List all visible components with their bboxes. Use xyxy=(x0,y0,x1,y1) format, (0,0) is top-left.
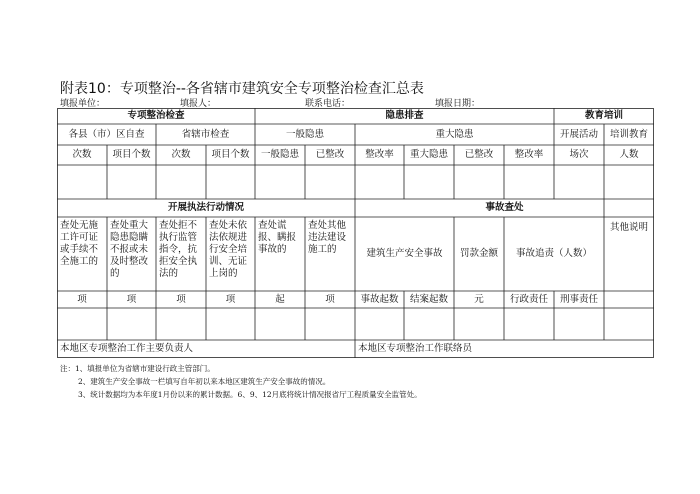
fill-person-label: 填报人： xyxy=(180,99,217,109)
enforcement-col-4: 查处未依法依规进行安全培训、无证上岗的 xyxy=(209,220,248,279)
unit-3: 项 xyxy=(176,293,186,305)
unit-yuan: 元 xyxy=(474,293,484,305)
header-special-check: 专项整治检查 xyxy=(127,110,185,121)
unit-criminal-liability: 刑事责任 xyxy=(559,293,598,305)
enforcement-col-2: 查处重大隐患隐瞒不报或未及时整改的 xyxy=(110,220,149,279)
unit-closed-count: 结案起数 xyxy=(409,293,448,305)
footer-leader-label: 本地区专项整治工作主要负责人 xyxy=(60,343,194,354)
header-general-hazard: 一般隐患 xyxy=(285,128,324,140)
unit-accident-count: 事故起数 xyxy=(360,293,399,305)
enforcement-col-1: 查处无施工许可证或手续不全施工的 xyxy=(60,220,99,267)
unit-4: 项 xyxy=(225,293,236,305)
header-fix-rate: 整改率 xyxy=(365,149,394,160)
summary-table xyxy=(57,108,654,358)
enforcement-col-6: 查处其他违法建设施工的 xyxy=(308,220,347,255)
accident-col-liability: 事故追责（人数） xyxy=(515,248,592,259)
header-major-hazard: 重大隐患 xyxy=(435,128,474,140)
header-train-edu: 培训教育 xyxy=(609,128,648,140)
header-fixed: 已整改 xyxy=(315,149,345,160)
header-count: 次数 xyxy=(72,149,92,160)
header-item-count-2: 项目个数 xyxy=(211,149,250,160)
header-gen-hazard: 一般隐患 xyxy=(260,149,299,160)
enforcement-col-3: 查处拒不执行监管指令，抗拒安全执法的 xyxy=(159,220,198,279)
accident-col-fine: 罚款金额 xyxy=(459,248,498,259)
unit-2: 项 xyxy=(126,293,137,305)
header-item-count: 项目个数 xyxy=(112,149,151,160)
header-fix-rate-2: 整改率 xyxy=(514,149,544,160)
notes xyxy=(60,362,422,401)
header-maj-hazard: 重大隐患 xyxy=(409,149,448,160)
header-city-check: 省辖市检查 xyxy=(181,128,230,140)
header-hazard: 隐患排查 xyxy=(385,110,424,121)
header-persons: 人数 xyxy=(619,149,639,160)
enforcement-col-5: 查处谎报、瞒报事故的 xyxy=(258,220,297,255)
unit-6: 项 xyxy=(325,293,335,305)
note-1: 注：1、填报单位为省辖市建设行政主管部门。 xyxy=(60,364,215,373)
header-sessions: 场次 xyxy=(569,149,589,160)
header-training: 教育培训 xyxy=(584,110,623,121)
header-enforcement: 开展执法行动情况 xyxy=(167,202,244,213)
fill-date-label: 填报日期： xyxy=(435,99,481,109)
unit-admin-liability: 行政责任 xyxy=(509,293,548,305)
fill-unit-label: 填报单位： xyxy=(60,99,106,109)
note-3: 3、统计数据均为本年度1月份以来的累计数据。6、9、12月底将统计情况报省厅工程质量安全监管处。 xyxy=(78,390,422,399)
header-county-self: 各县（市）区自查 xyxy=(68,128,145,140)
header-other: 其他说明 xyxy=(609,222,648,233)
header-count-2: 次数 xyxy=(171,149,191,160)
header-fixed-2: 已整改 xyxy=(464,149,494,160)
page-title: 附表10：专项整治--各省辖市建筑安全专项整治检查汇总表 xyxy=(60,81,424,97)
footer-contact-label: 本地区专项整治工作联络员 xyxy=(358,343,473,354)
note-2: 2、建筑生产安全事故一栏填写自年初以来本地区建筑生产安全事故的情况。 xyxy=(78,377,331,386)
fill-phone-label: 联系电话： xyxy=(305,99,351,109)
header-accident: 事故查处 xyxy=(485,202,524,213)
accident-col-safety: 建筑生产安全事故 xyxy=(366,248,443,259)
header-activity: 开展活动 xyxy=(559,128,598,140)
unit-5: 起 xyxy=(275,293,285,305)
unit-1: 项 xyxy=(77,293,87,305)
